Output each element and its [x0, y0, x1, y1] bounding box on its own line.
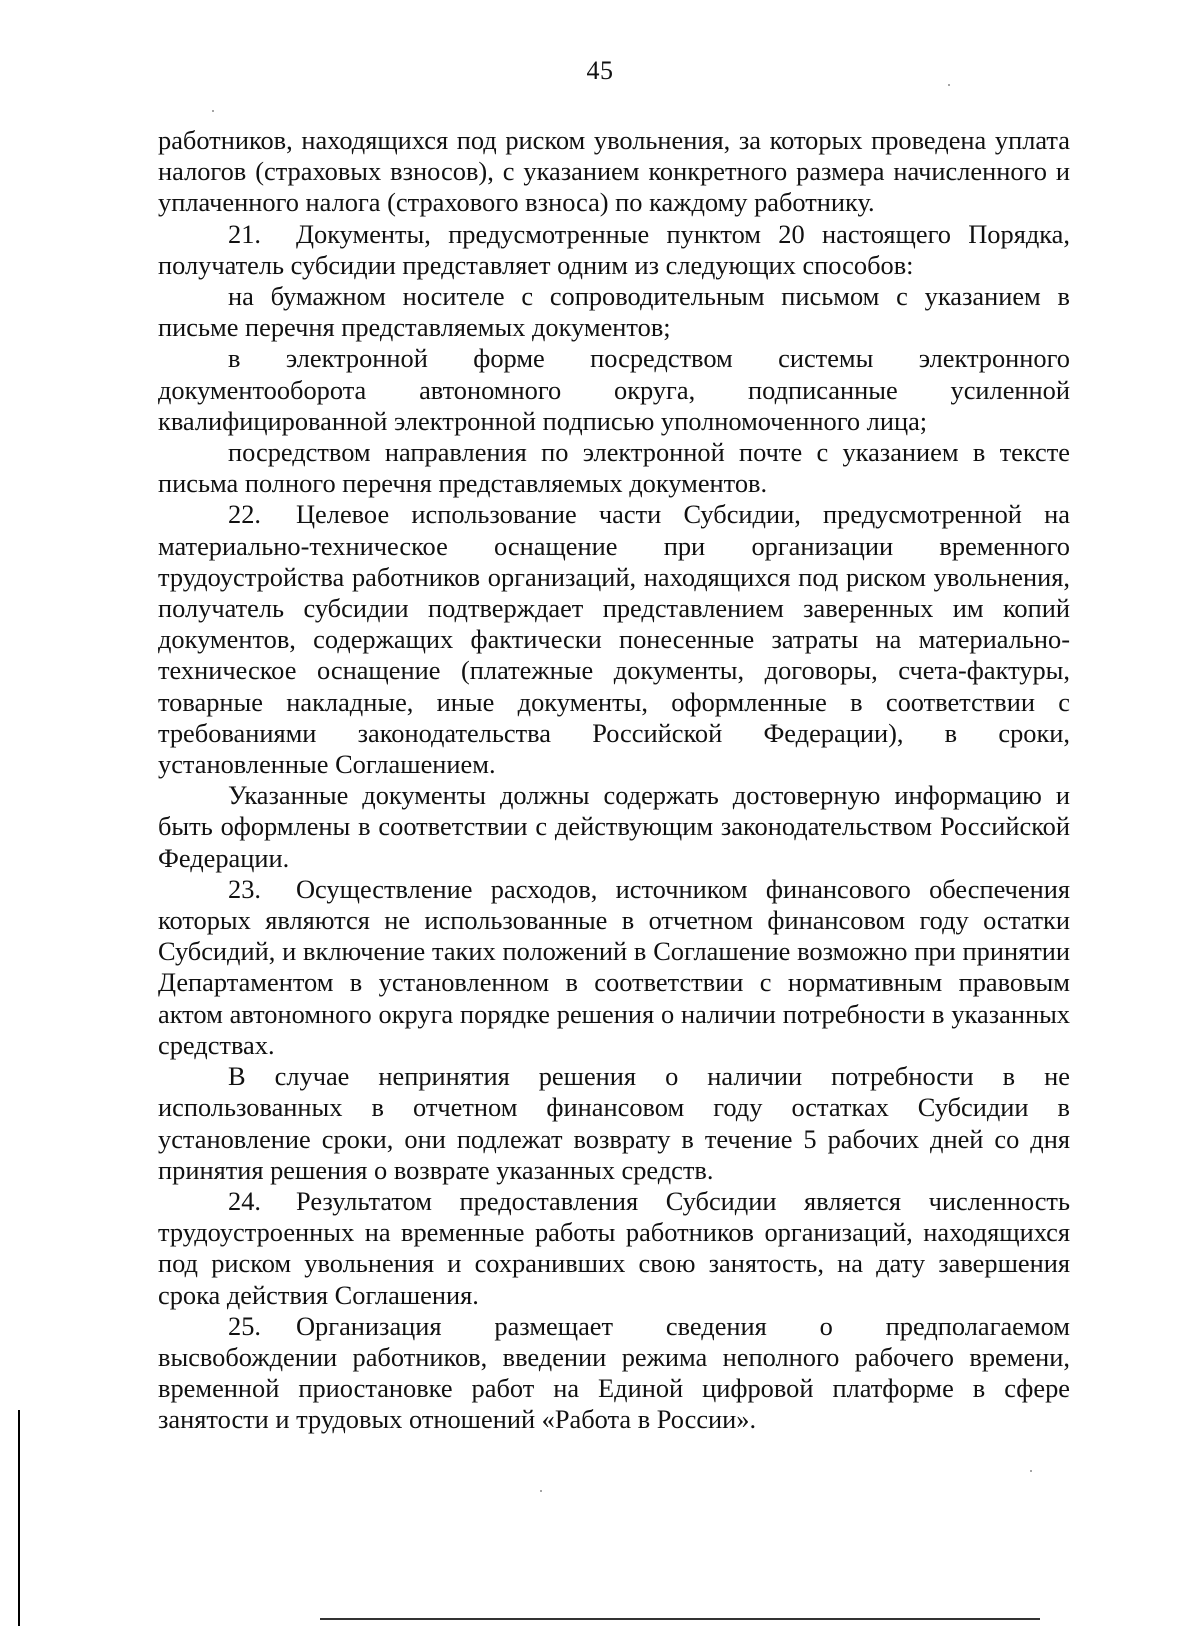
- paragraph-21-option-email: [158, 437, 1070, 499]
- paragraph-22: [158, 499, 1070, 780]
- paragraph-text: в электронной форме посредством системы электронного документооборота автономного округа, подписанные усиленной квалифицированной электронной подписью уполномоченного лица;: [158, 343, 1070, 436]
- paragraph-text: В случае непринятия решения о наличии потребности в не использованных в отчетном финансовом году остатках Субсидии в установление сроки, они подлежат возврату в течение 5 рабочих дней со дня принятия решения о возврате указанных средств.: [158, 1061, 1070, 1185]
- paragraph-text: Организация размещает сведения о предполагаемом высвобождении работников, введении режима неполного рабочего времени, временной приостановке работ на Единой цифровой платформе в сфере занятости и трудовых отношений «Работа в России».: [158, 1310, 1070, 1435]
- scan-speck: [1030, 1470, 1032, 1472]
- scan-speck: [212, 110, 214, 112]
- paragraph-21-option-paper: [158, 281, 1070, 343]
- paragraph-text: на бумажном носителе с сопроводительным письмом с указанием в письме перечня представляемых документов;: [158, 281, 1070, 343]
- scan-bottom-line: [320, 1618, 1040, 1620]
- paragraph-text: Результатом предоставления Субсидии является численность трудоустроенных на временные работы работников организаций, находящихся под риском увольнения и сохранивших свою занятость, на дату завершения срока действия Соглашения.: [158, 1185, 1070, 1310]
- document-body: [158, 125, 1070, 1436]
- paragraph-text: Документы, предусмотренные пунктом 20 настоящего Порядка, получатель субсидии представляет одним из следующих способов:: [158, 218, 1070, 280]
- paragraph-text: Указанные документы должны содержать достоверную информацию и быть оформлены в соответствии с действующим законодательством Российской Федерации.: [158, 780, 1070, 873]
- paragraph-number: 23.: [228, 873, 261, 904]
- scan-speck: [540, 1490, 542, 1492]
- paragraph-number: 21.: [228, 218, 261, 249]
- paragraph-text: работников, находящихся под риском увольнения, за которых проведена уплата налогов (страховых взносов), с указанием конкретного размера начисленного и уплаченного налога (страхового взноса) по каждому работнику.: [158, 125, 1070, 218]
- paragraph-text: Целевое использование части Субсидии, предусмотренной на материально-техническое оснащение при организации временного трудоустройства работников организаций, находящихся под риском увольнения, получатель субсидии подтверждает представлением заверенных им копий документов, содержащих фактически понесенные затраты на материально-техническое оснащение (платежные документы, договоры, счета-фактуры, товарные накладные, иные документы, оформленные в соответствии с требованиями законодательства Российской Федерации), в сроки, установленные Соглашением.: [158, 499, 1070, 780]
- scan-edge-line: [18, 1410, 20, 1626]
- paragraph-25: [158, 1311, 1070, 1436]
- page-number: 45: [586, 56, 614, 85]
- paragraph-number: 24.: [228, 1185, 261, 1216]
- paragraph-number: 25.: [228, 1310, 261, 1341]
- paragraph-23-return: [158, 1061, 1070, 1186]
- scan-speck: [948, 84, 950, 86]
- paragraph-24: [158, 1186, 1070, 1311]
- paragraph-text: Осуществление расходов, источником финансового обеспечения которых являются не использованные в отчетном финансовом году остатки Субсидий, и включение таких положений в Соглашение возможно при принятии Департаментом в установленном в соответствии с нормативным правовым актом автономного округа порядке решения о наличии потребности в указанных средствах.: [158, 873, 1070, 1060]
- paragraph-21-option-electronic: [158, 343, 1070, 437]
- paragraph-22-requirements: [158, 780, 1070, 874]
- paragraph-continuation: [158, 125, 1070, 219]
- paragraph-text: посредством направления по электронной почте с указанием в тексте письма полного перечня представляемых документов.: [158, 437, 1070, 499]
- paragraph-23: [158, 874, 1070, 1061]
- paragraph-number: 22.: [228, 499, 261, 530]
- paragraph-21: [158, 219, 1070, 281]
